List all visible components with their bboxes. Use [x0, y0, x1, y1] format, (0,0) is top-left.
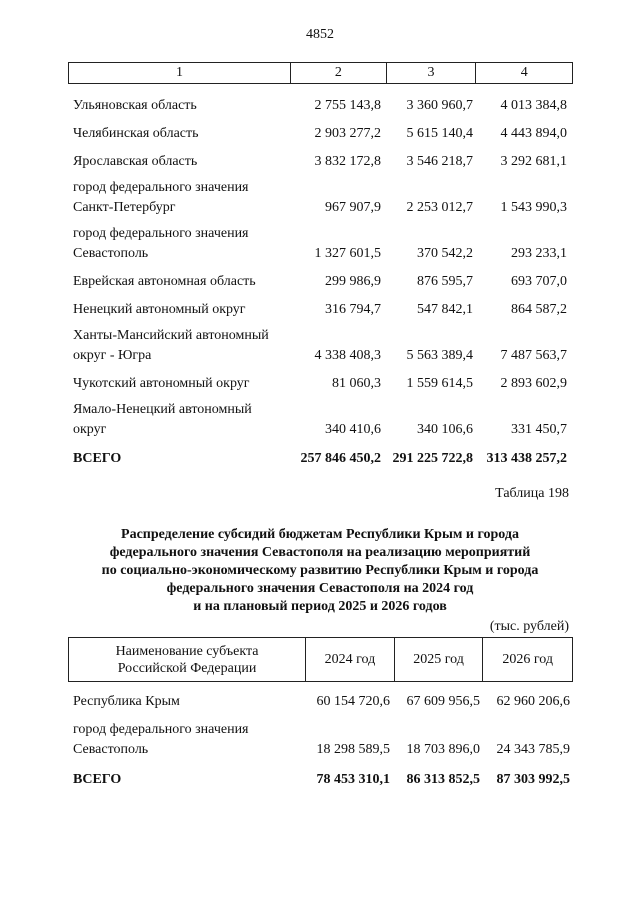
region-name: Чукотский автономный округ	[73, 376, 250, 391]
total-label: ВСЕГО	[73, 772, 122, 787]
table-row	[68, 116, 573, 144]
value-cell: 693 707,0	[511, 274, 567, 289]
region-name: Ханты-Мансийский автономный округ - Югра	[73, 328, 269, 363]
value-cell: 547 842,1	[417, 302, 473, 317]
value-cell: 2 755 143,8	[314, 98, 381, 113]
total-value: 87 303 992,5	[496, 772, 570, 787]
column-header-subject: Наименование субъекта Российской Федерации	[115, 643, 259, 676]
value-cell: 1 327 601,5	[314, 246, 381, 261]
table-caption	[70, 526, 570, 616]
value-cell: 331 450,7	[511, 422, 567, 437]
column-header-2025: 2025 год	[394, 638, 483, 681]
value-cell: 3 546 218,7	[406, 154, 473, 169]
value-cell: 62 960 206,6	[496, 694, 570, 709]
table-row	[68, 172, 573, 218]
value-cell: 864 587,2	[511, 302, 567, 317]
column-header: 1	[176, 65, 184, 80]
region-name: Челябинская область	[73, 126, 199, 141]
value-cell: 370 542,2	[417, 246, 473, 261]
value-cell: 316 794,7	[325, 302, 381, 317]
total-label: ВСЕГО	[73, 451, 122, 466]
subject-name: Республика Крым	[73, 694, 180, 709]
table-row	[68, 682, 573, 712]
total-value: 257 846 450,2	[300, 451, 381, 466]
value-cell: 2 893 602,9	[500, 376, 567, 391]
table-row	[68, 218, 573, 264]
value-cell: 18 703 896,0	[406, 742, 480, 757]
value-cell: 5 563 389,4	[406, 348, 473, 363]
regions-table-continuation	[68, 62, 573, 469]
table-row	[68, 394, 573, 440]
value-cell: 299 986,9	[325, 274, 381, 289]
region-name: Еврейская автономная область	[73, 274, 256, 289]
value-cell: 81 060,3	[332, 376, 381, 391]
column-header-2026: 2026 год	[482, 638, 572, 681]
value-cell: 3 292 681,1	[500, 154, 567, 169]
value-cell: 876 595,7	[417, 274, 473, 289]
value-cell: 340 106,6	[417, 422, 473, 437]
caption-line: Распределение субсидий бюджетам Республики Крым и города	[121, 527, 519, 542]
table-row	[68, 292, 573, 320]
table-row	[68, 366, 573, 394]
value-cell: 4 338 408,3	[314, 348, 381, 363]
value-cell: 1 559 614,5	[406, 376, 473, 391]
region-name: Ярославская область	[73, 154, 198, 169]
table-row	[68, 264, 573, 292]
column-header: 3	[386, 63, 476, 83]
table-number-label: Таблица 198	[495, 486, 569, 501]
caption-line: федерального значения Севастополя на 2024 год	[166, 581, 474, 596]
caption-line: и на плановый период 2025 и 2026 годов	[193, 599, 447, 614]
value-cell: 60 154 720,6	[316, 694, 390, 709]
region-name: город федерального значения Севастополь	[73, 226, 249, 261]
region-name: Ямало-Ненецкий автономный округ	[73, 402, 252, 437]
table-row	[68, 712, 573, 760]
units-label: (тыс. рублей)	[489, 619, 569, 634]
column-header: 2	[290, 63, 386, 83]
crimea-subsidies-table	[68, 637, 573, 790]
value-cell: 4 013 384,8	[500, 98, 567, 113]
value-cell: 4 443 894,0	[500, 126, 567, 141]
value-cell: 967 907,9	[325, 200, 381, 215]
region-name: Ненецкий автономный округ	[73, 302, 246, 317]
table-header	[68, 637, 573, 682]
total-value: 313 438 257,2	[486, 451, 567, 466]
table-row	[68, 84, 573, 116]
value-cell: 2 903 277,2	[314, 126, 381, 141]
value-cell: 5 615 140,4	[406, 126, 473, 141]
value-cell: 293 233,1	[511, 246, 567, 261]
total-value: 291 225 722,8	[392, 451, 473, 466]
page-number: 4852	[306, 27, 334, 42]
value-cell: 18 298 589,5	[316, 742, 390, 757]
table-row	[68, 320, 573, 366]
value-cell: 3 360 960,7	[406, 98, 473, 113]
table-row	[68, 144, 573, 172]
value-cell: 340 410,6	[325, 422, 381, 437]
caption-line: федерального значения Севастополя на реализацию мероприятий	[109, 545, 531, 560]
value-cell: 24 343 785,9	[496, 742, 570, 757]
subject-name: город федерального значения Севастополь	[73, 722, 249, 757]
value-cell: 2 253 012,7	[406, 200, 473, 215]
value-cell: 1 543 990,3	[500, 200, 567, 215]
value-cell: 67 609 956,5	[406, 694, 480, 709]
total-row	[68, 440, 573, 469]
value-cell: 3 832 172,8	[314, 154, 381, 169]
caption-line: по социально-экономическому развитию Республики Крым и города	[101, 563, 539, 578]
region-name: город федерального значения Санкт-Петербург	[73, 180, 249, 215]
region-name: Ульяновская область	[73, 98, 197, 113]
total-value: 78 453 310,1	[316, 772, 390, 787]
value-cell: 7 487 563,7	[500, 348, 567, 363]
table-header	[68, 62, 573, 84]
column-header-2024: 2024 год	[305, 638, 394, 681]
total-row	[68, 760, 573, 790]
column-header: 4	[475, 63, 572, 83]
total-value: 86 313 852,5	[406, 772, 480, 787]
